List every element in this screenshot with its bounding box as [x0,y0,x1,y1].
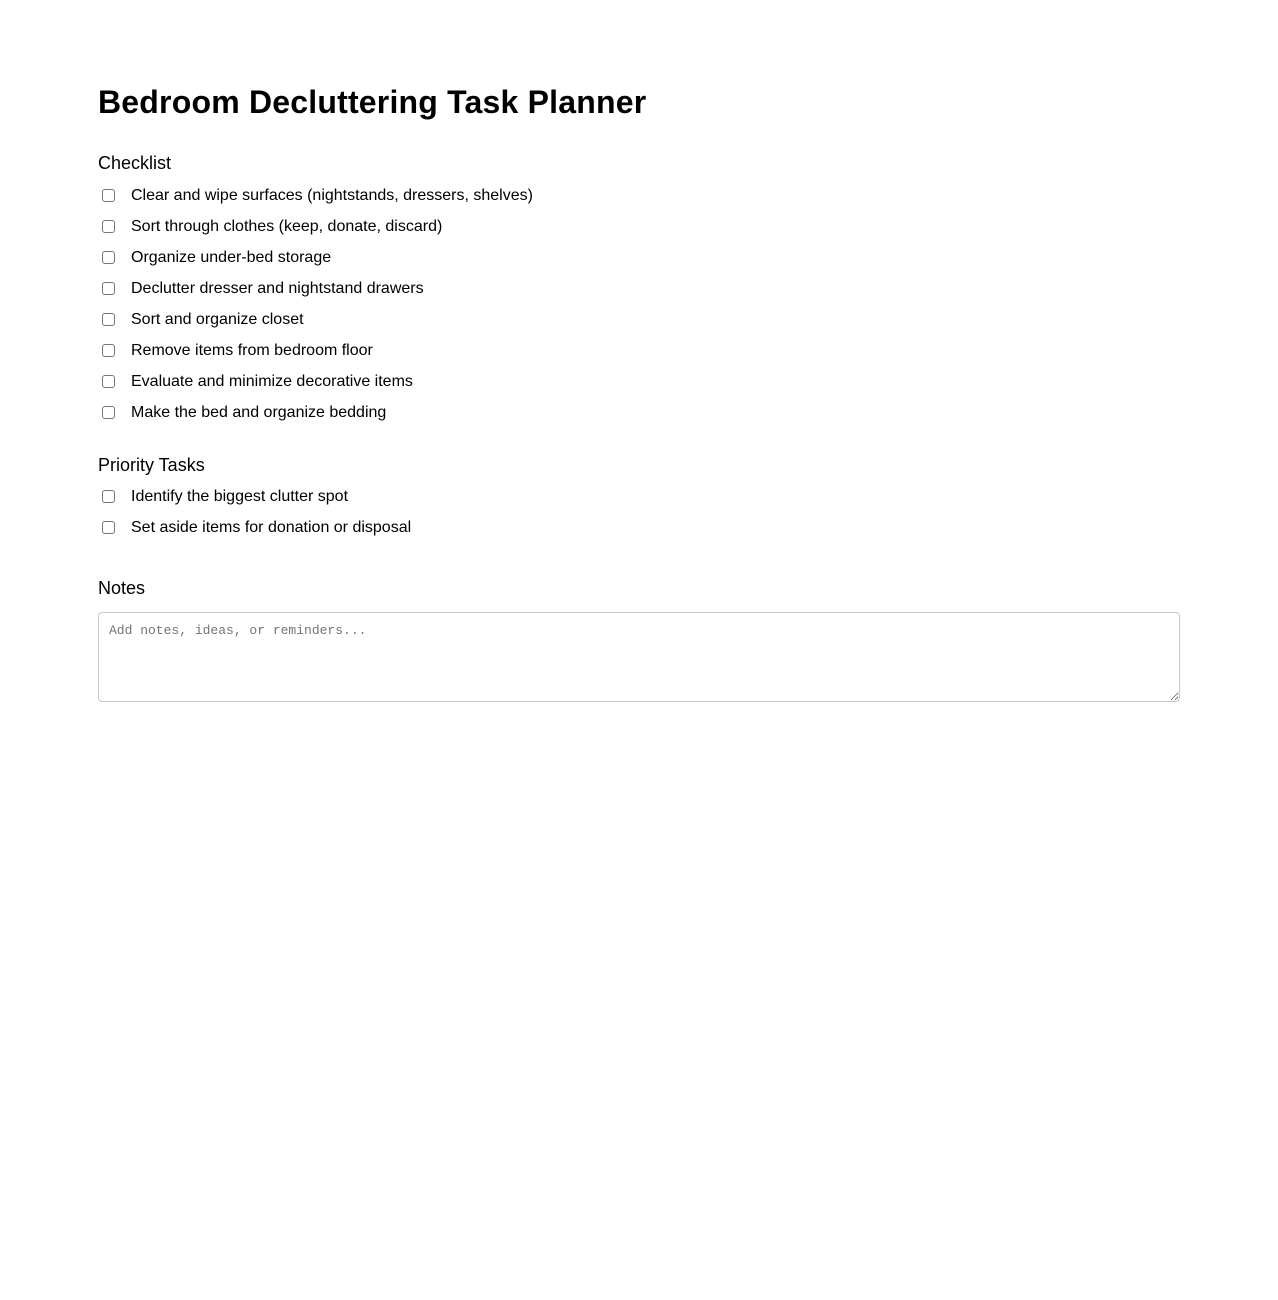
checklist-item-label[interactable]: Clear and wipe surfaces (nightstands, dressers, shelves) [131,186,533,204]
priority-task-list [98,481,412,543]
checklist-item-label[interactable]: Evaluate and minimize decorative items [131,372,413,390]
checklist-item-label[interactable]: Sort and organize closet [131,310,304,328]
checkbox[interactable] [102,282,115,295]
checkbox[interactable] [102,375,115,388]
checklist-item-label[interactable]: Remove items from bedroom floor [131,341,373,359]
checkbox[interactable] [102,220,115,233]
priority-task-label[interactable]: Identify the biggest clutter spot [131,487,349,505]
checkbox[interactable] [102,189,115,202]
checklist [98,180,533,428]
checklist-item[interactable] [98,180,533,211]
checklist-item[interactable] [98,242,332,273]
checklist-item-label[interactable]: Make the bed and organize bedding [131,403,387,421]
checkbox[interactable] [102,521,115,534]
priority-task-item[interactable] [98,481,349,512]
priority-task-item[interactable] [98,512,412,543]
checklist-item[interactable] [98,397,387,428]
checklist-item-label[interactable]: Sort through clothes (keep, donate, discard) [131,217,443,235]
checkbox[interactable] [102,313,115,326]
checkbox[interactable] [102,251,115,264]
priority-task-label[interactable]: Set aside items for donation or disposal [131,518,412,536]
checklist-item[interactable] [98,211,443,242]
checkbox[interactable] [102,490,115,503]
priority-tasks-heading: Priority Tasks [98,455,205,475]
checklist-item[interactable] [98,273,424,304]
notes-textarea[interactable] [98,612,1180,702]
checkbox[interactable] [102,406,115,419]
notes-heading: Notes [98,578,146,598]
checklist-item[interactable] [98,304,304,335]
checklist-item[interactable] [98,366,413,397]
checklist-item-label[interactable]: Declutter dresser and nightstand drawers [131,279,424,297]
checklist-heading: Checklist [98,153,172,173]
checkbox[interactable] [102,344,115,357]
checklist-item[interactable] [98,335,373,366]
page-title: Bedroom Decluttering Task Planner [98,84,647,120]
checklist-item-label[interactable]: Organize under-bed storage [131,248,332,266]
